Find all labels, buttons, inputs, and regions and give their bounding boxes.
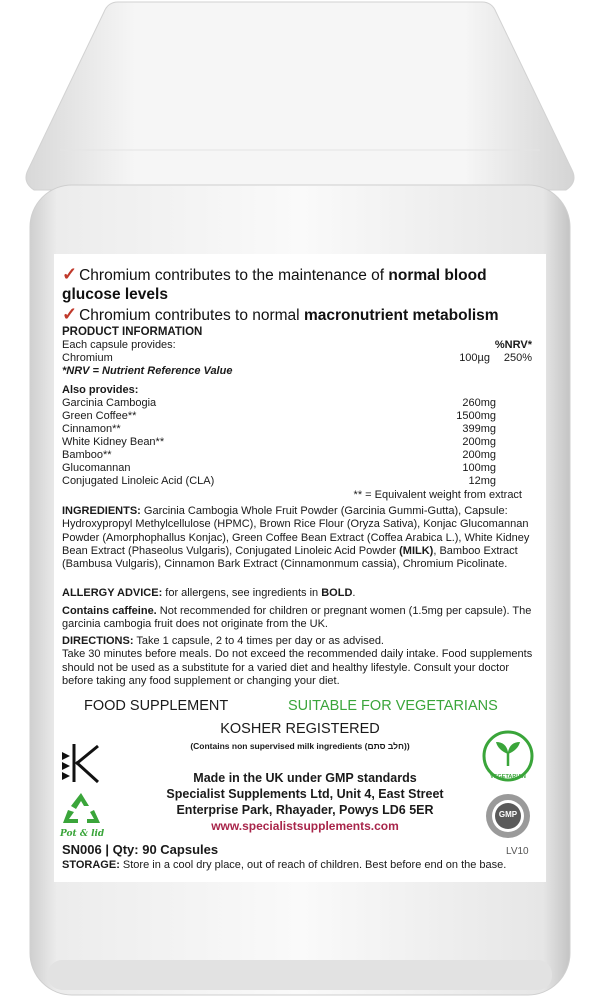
- checkmark-icon: ✓: [62, 304, 78, 324]
- claim-bold: normal blood glucose levels: [62, 267, 487, 303]
- list-item: [62, 410, 532, 423]
- caffeine-paragraph: [62, 605, 538, 632]
- item-name: Glucomannan: [62, 462, 131, 474]
- ingredients-label: INGREDIENTS:: [62, 505, 141, 517]
- claim-text: Chromium contributes to normal: [79, 307, 304, 324]
- storage-text: Store in a cool dry place, out of reach of children. Best before end on the base.: [119, 859, 507, 871]
- allergy-end: .: [352, 587, 356, 599]
- item-amount: 200mg: [462, 436, 496, 448]
- ingredients-text-end: , Bamboo Extract (Bambusa Vulgaris), Cinnamon Bark Extract (Cinnamonmum cassia), Chromium Picolinate.: [62, 544, 518, 571]
- recycle-note: Pot & lid: [60, 829, 105, 839]
- each-capsule-label: Each capsule provides:: [62, 339, 176, 351]
- nrv-header: %NRV*: [494, 339, 532, 351]
- made-in-uk: Made in the UK under GMP standards: [193, 771, 417, 785]
- website-link: www.specialistsupplements.com: [211, 819, 399, 833]
- directions-text: Take 1 capsule, 2 to 4 times per day or as advised.: [133, 635, 384, 647]
- chromium-amount: 100µg: [459, 352, 490, 364]
- caffeine-text: Not recommended for children or pregnant women (1.5mg per capsule). The garcinia cambogia fruit does not originate from the UK.: [62, 605, 532, 631]
- allergen-milk: (MILK): [399, 544, 434, 557]
- directions-label: DIRECTIONS:: [62, 635, 134, 647]
- item-amount: 260mg: [462, 397, 496, 409]
- allergy-paragraph: [62, 587, 538, 600]
- chromium-name: Chromium: [62, 352, 113, 364]
- recycle-icon: [60, 790, 102, 828]
- item-name: Green Coffee**: [62, 410, 137, 422]
- extract-footnote: ** = Equivalent weight from extract: [353, 489, 522, 501]
- item-name: White Kidney Bean**: [62, 436, 165, 448]
- storage-paragraph: [62, 859, 542, 872]
- item-amount: 200mg: [462, 449, 496, 461]
- list-item: [62, 449, 532, 462]
- item-name: Conjugated Linoleic Acid (CLA): [62, 475, 215, 487]
- item-amount: 1500mg: [456, 410, 496, 422]
- vegetarian-badge-label: VEGETARIAN: [490, 774, 526, 780]
- item-name: Garcinia Cambogia: [62, 397, 157, 409]
- claim-metabolism: [62, 305, 542, 325]
- allergy-text: for allergens, see ingredients in: [162, 587, 322, 599]
- checkmark-icon: ✓: [62, 264, 78, 284]
- brand-logo-icon: [60, 742, 102, 784]
- item-amount: 399mg: [462, 423, 496, 435]
- kosher-text: KOSHER REGISTERED: [220, 721, 380, 737]
- ingredients-text: Garcinia Cambogia Whole Fruit Powder (Garcinia Gummi-Gutta), Capsule: Hydroxypropyl Methylcellulose (HPMC), Brown Rice Flour (Oryza Sativa), Konjac Glucomannan Powder (Amorphophallus Konjac), Green Coffee Bean Extract (Coffea Arabica L.), White Kidney Bean Extract (Phaseolus Vulgaris), Conjugated Linoleic Acid Powder: [62, 505, 530, 557]
- claim-glucose: [62, 265, 532, 304]
- item-amount: 12mg: [468, 475, 496, 487]
- claim-text: Chromium contributes to the maintenance of: [79, 267, 389, 284]
- gmp-badge-label: GMP: [498, 810, 518, 819]
- list-item: [62, 397, 532, 410]
- claim-bold: macronutrient metabolism: [303, 307, 499, 324]
- allergy-bold: BOLD: [321, 587, 353, 599]
- chromium-nrv: 250%: [503, 352, 532, 364]
- food-supplement-text: FOOD SUPPLEMENT: [84, 698, 229, 714]
- product-info-title: PRODUCT INFORMATION: [62, 326, 203, 338]
- list-item: [62, 475, 532, 488]
- nrv-note: *NRV = Nutrient Reference Value: [62, 365, 233, 377]
- also-provides-title: Also provides:: [62, 384, 139, 396]
- each-capsule-row: [62, 339, 532, 352]
- item-amount: 100mg: [462, 462, 496, 474]
- list-item: [62, 436, 532, 449]
- list-item: [62, 462, 532, 475]
- company-name: Specialist Supplements Ltd, Unit 4, East Street: [166, 787, 444, 801]
- extract-footnote-row: [62, 489, 532, 502]
- kosher-note: (Contains non supervised milk ingredients (חלב סתם)): [190, 741, 410, 751]
- ingredients-paragraph: [62, 505, 538, 571]
- chromium-row: [62, 352, 532, 365]
- sku-qty: SN006 | Qty: 90 Capsules: [62, 842, 219, 857]
- directions-text-2: Take 30 minutes before meals. Do not exceed the recommended daily intake. Food supplements should not be used as a substitute for a varied diet and healthy lifestyle. Consult your doctor before taking any food supplement or changing your diet.: [62, 648, 533, 687]
- vegetarians-text: SUITABLE FOR VEGETARIANS: [288, 698, 498, 714]
- caffeine-label: Contains caffeine.: [62, 605, 157, 617]
- item-name: Bamboo**: [62, 449, 112, 461]
- lv-code: LV10: [506, 846, 529, 857]
- company-address: Enterprise Park, Rhayader, Powys LD6 5ER: [176, 803, 434, 817]
- storage-label: STORAGE:: [62, 859, 120, 871]
- item-name: Cinnamon**: [62, 423, 121, 435]
- list-item: [62, 423, 532, 436]
- allergy-label: ALLERGY ADVICE:: [62, 587, 163, 599]
- directions-paragraph: [62, 635, 538, 688]
